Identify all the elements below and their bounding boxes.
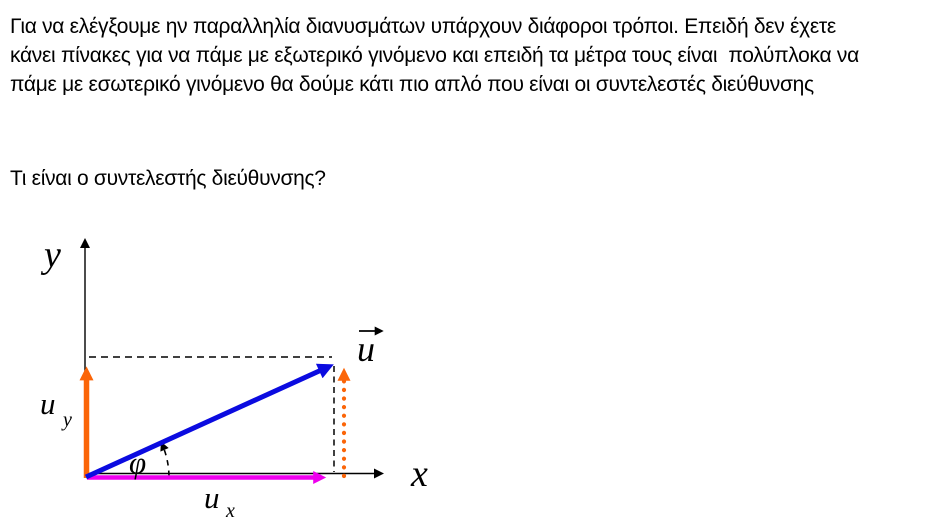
question-text: Τι είναι ο συντελεστής διεύθυνσης? xyxy=(10,167,326,190)
component-x-label-sub: x xyxy=(226,500,235,522)
paragraph-line-1: Για να ελέγξουμε ην παραλληλία διανυσμάτων υπάρχουν διάφοροι τρόποι. Επειδή δεν έχετε xyxy=(10,15,836,38)
component-y-label-sub: y xyxy=(63,409,72,431)
paragraph-line-2: κάνει πίνακες για να πάμε με εξωτερικό γινόμενο και επειδή τα μέτρα τους είναι πολύπλοκα να xyxy=(10,44,859,67)
angle-phi-label: φ xyxy=(129,445,147,480)
paragraph-line-3: πάμε με εσωτερικό γινόμενο θα δούμε κάτι πιο απλό που είναι οι συντελεστές διεύθυνσης xyxy=(10,73,814,96)
x-axis-label: x xyxy=(411,453,428,495)
vector-u-arrow xyxy=(86,367,328,477)
component-x-label-base: u xyxy=(204,480,220,515)
component-y-label-base: u xyxy=(40,386,56,421)
y-axis-label: y xyxy=(44,234,61,276)
vector-u-label: u xyxy=(357,329,375,369)
angle-arc xyxy=(162,444,169,476)
